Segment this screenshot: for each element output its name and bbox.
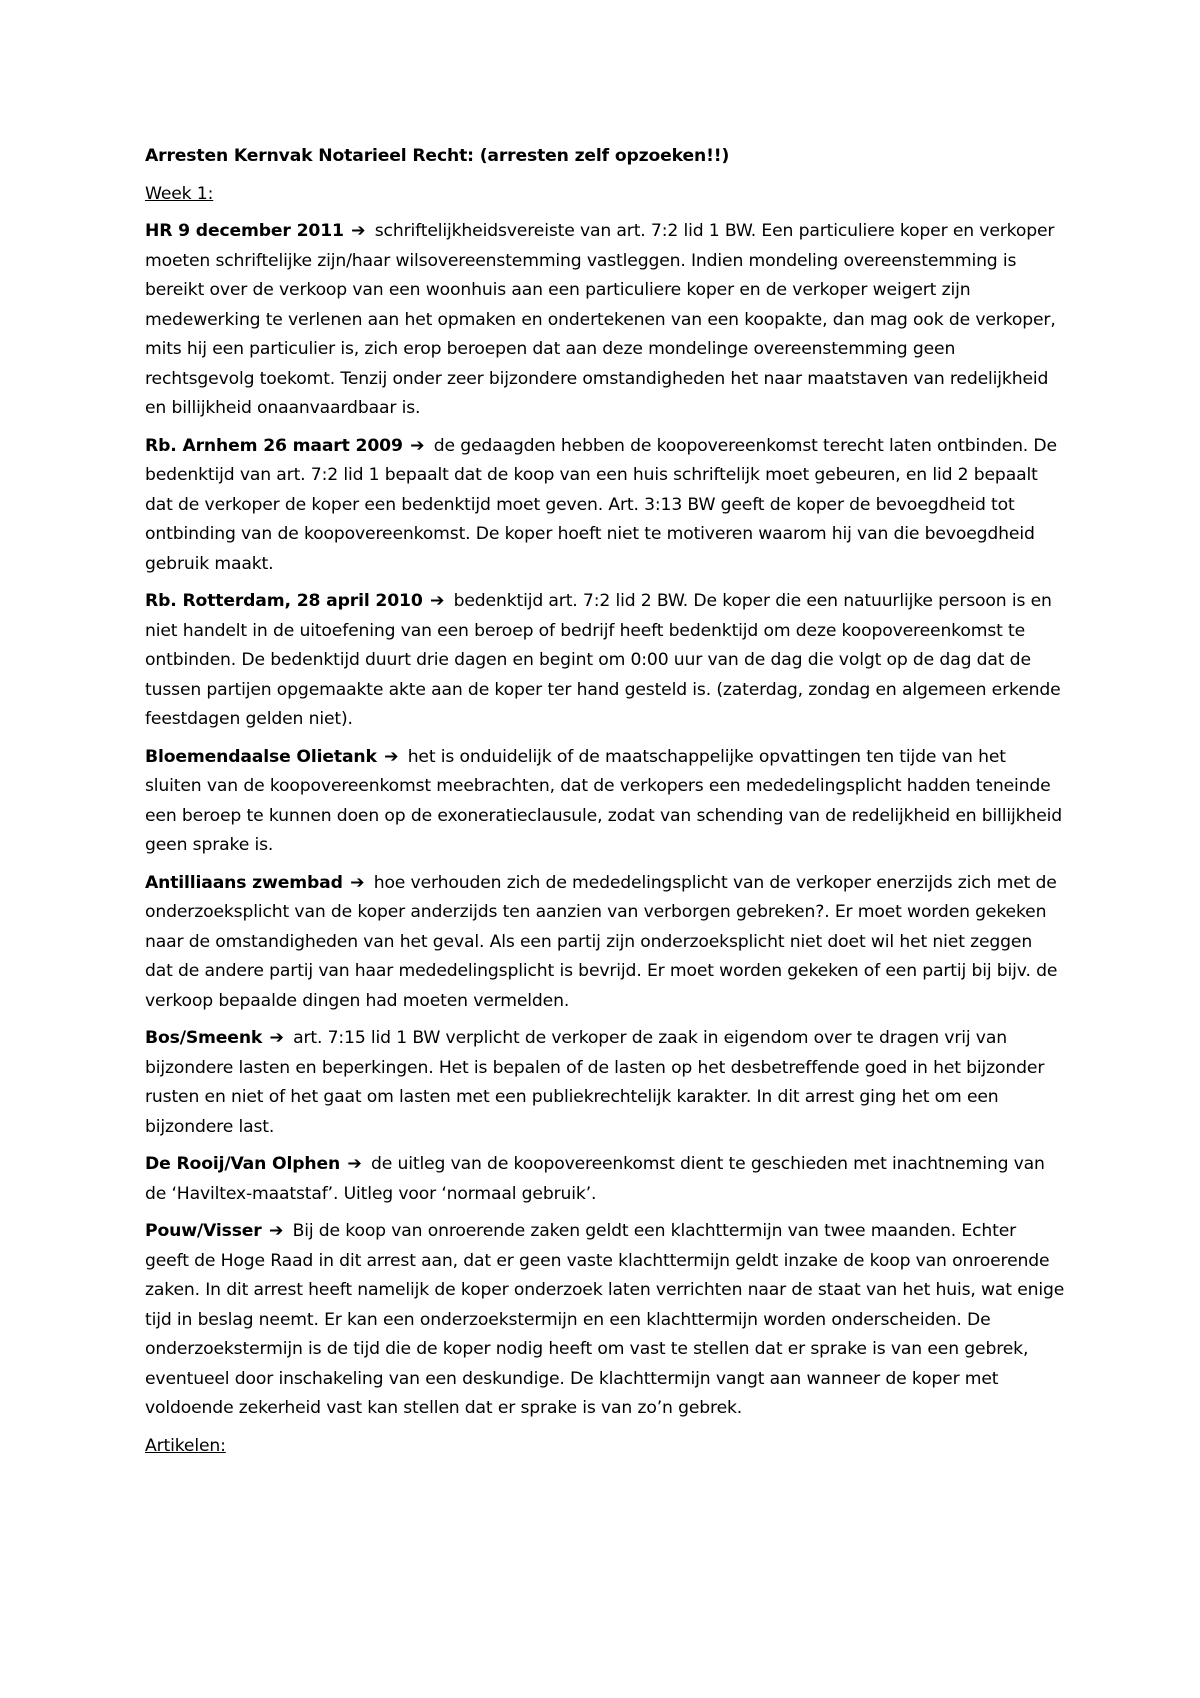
arrow-right-icon: ➔ — [350, 872, 365, 893]
case-text: het is onduidelijk of de maatschappelijke opvattingen ten tijde van het sluiten van de koopovereenkomst meebrachten, dat de verkopers een mededelingsplicht hadden teneinde een beroep te kunnen doen op de exoneratieclausule, zodat van schending van de redelijkheid en billijkheid geen sprake is. — [145, 746, 1063, 855]
case-text: de gedaagden hebben de koopovereenkomst terecht laten ontbinden. De bedenktijd van art. 7:2 lid 1 bepaalt dat de koop van een huis schriftelijk moet gebeuren, en lid 2 bepaalt dat de verkoper de koper een bedenktijd moet geven. Art. 3:13 BW geeft de koper de bevoegdheid tot ontbinding van de koopovereenkomst. De koper hoeft niet te motiveren waarom hij van die bevoegdheid gebruik maakt. — [145, 435, 1057, 574]
case-paragraph — [145, 1217, 1065, 1424]
case-paragraph — [145, 1150, 1065, 1209]
case-name: Rb. Rotterdam, 28 april 2010 — [145, 591, 423, 611]
arrow-right-icon: ➔ — [351, 221, 366, 241]
case-text: art. 7:15 lid 1 BW verplicht de verkoper de zaak in eigendom over te dragen vrij van bijzondere lasten en beperkingen. Het is bepalen of de lasten op het desbetreffende goed in het bijzonder rusten en niet of het gaat om lasten met een publiekrechtelijk karakter. In dit arrest ging het om een bijzondere last. — [145, 1028, 1045, 1137]
case-paragraph — [145, 869, 1065, 1017]
case-paragraph — [145, 743, 1065, 861]
arrow-right-icon: ➔ — [269, 1028, 284, 1048]
week-heading: Week 1: — [145, 183, 214, 204]
case-text: Bij de koop van onroerende zaken geldt een klachttermijn van twee maanden. Echter geeft de Hoge Raad in dit arrest aan, dat er geen vaste klachttermijn geldt inzake de koop van onroerende zaken. In dit arrest heeft namelijk de koper onderzoek laten verrichten naar de staat van het huis, wat enige tijd in beslag neemt. Er kan een onderzoekstermijn en een klachttermijn worden onderscheiden. De onderzoekstermijn is de tijd die de koper nodig heeft om vast te stellen dat er sprake is van een gebrek, eventueel door inschakeling van een deskundige. De klachttermijn vangt aan wanneer de koper met voldoende zekerheid vast kan stellen dat er sprake is van zo’n gebrek. — [145, 1221, 1065, 1418]
case-name: De Rooij/Van Olphen — [145, 1154, 341, 1174]
case-name: HR 9 december 2011 — [145, 221, 344, 241]
arrow-right-icon: ➔ — [384, 746, 399, 767]
case-paragraph — [145, 217, 1065, 424]
case-text: schriftelijkheidsvereiste van art. 7:2 lid 1 BW. Een particuliere koper en verkoper moeten schriftelijke zijn/haar wilsovereenstemming vastleggen. Indien mondeling overeenstemming is bereikt over de verkoop van een woonhuis aan een particuliere koper en de verkoper weigert zijn medewerking te verlenen aan het opmaken en ondertekenen van een koopakte, dan mag ook de verkoper, mits hij een particulier is, zich erop beroepen dat aan deze mondelinge overeenstemming geen rechtsgevolg toekomt. Tenzij onder zeer bijzondere omstandigheden het naar maatstaven van redelijkheid en billijkheid onaanvaardbaar is. — [145, 221, 1056, 418]
case-name: Rb. Arnhem 26 maart 2009 — [145, 435, 403, 456]
document-title: Arresten Kernvak Notarieel Recht: (arresten zelf opzoeken!!) — [145, 146, 730, 166]
articles-heading: Artikelen: — [145, 1435, 226, 1456]
case-name: Bos/Smeenk — [145, 1028, 263, 1048]
document-body — [145, 142, 1065, 1461]
case-paragraph — [145, 1024, 1065, 1142]
case-name: Antilliaans zwembad — [145, 872, 343, 893]
arrow-right-icon: ➔ — [268, 1221, 284, 1241]
case-paragraph — [145, 587, 1065, 735]
arrow-right-icon: ➔ — [347, 1154, 362, 1174]
case-text: bedenktijd art. 7:2 lid 2 BW. De koper die een natuurlijke persoon is en niet handelt in de uitoefening van een beroep of bedrijf heeft bedenktijd om deze koopovereenkomst te ontbinden. De bedenktijd duurt drie dagen en begint om 0:00 uur van de dag die volgt op de dag dat de tussen partijen opgemaakte akte aan de koper ter hand gesteld is. (zaterdag, zondag en algemeen erkende feestdagen gelden niet). — [145, 591, 1061, 729]
case-text: de uitleg van de koopovereenkomst dient te geschieden met inachtneming van de ‘Haviltex-maatstaf’. Uitleg voor ‘normaal gebruik’. — [145, 1154, 1045, 1204]
case-paragraph — [145, 432, 1065, 580]
arrow-right-icon: ➔ — [430, 591, 445, 611]
case-name: Bloemendaalse Olietank — [145, 746, 377, 767]
case-name: Pouw/Visser — [145, 1221, 262, 1241]
arrow-right-icon: ➔ — [410, 435, 425, 456]
case-text: hoe verhouden zich de mededelingsplicht van de verkoper enerzijds zich met de onderzoeksplicht van de koper anderzijds ten aanzien van verborgen gebreken?. Er moet worden gekeken naar de omstandigheden van het geval. Als een partij zijn onderzoeksplicht niet doet wil het niet zeggen dat de andere partij van haar mededelingsplicht is bevrijd. Er moet worden gekeken of een partij bij bijv. de verkoop bepaalde dingen had moeten vermelden. — [145, 872, 1058, 1011]
